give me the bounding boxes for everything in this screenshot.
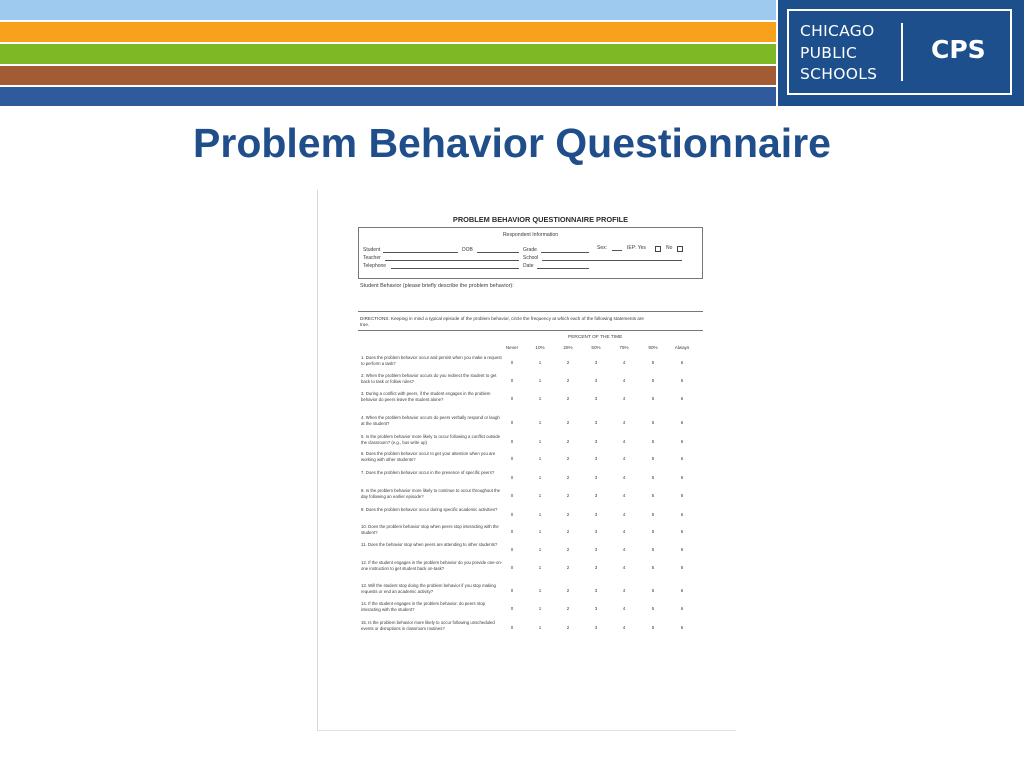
question-text: 10. Does the problem behavior stop when peers stop interacting with the student? — [361, 524, 499, 535]
sex-line — [612, 250, 622, 251]
rating-option[interactable]: 3 — [594, 475, 598, 480]
header-stripe-light-blue — [0, 0, 776, 20]
cps-logo — [778, 0, 1024, 106]
rating-option[interactable]: 2 — [566, 588, 570, 593]
rating-option[interactable]: 1 — [538, 625, 542, 630]
rating-option[interactable]: 1 — [538, 529, 542, 534]
question-text: 9. Does the problem behavior occur during specific academic activities? — [361, 507, 498, 512]
question-text: 15. Is the problem behavior more likely to occur following unscheduled events or disruptions in classroom routines? — [361, 620, 495, 631]
column-header: 90% — [648, 345, 658, 350]
header-stripe-blue — [0, 87, 776, 106]
rating-option[interactable]: 3 — [594, 439, 598, 444]
rating-option[interactable]: 2 — [566, 420, 570, 425]
rating-option[interactable]: 0 — [510, 439, 514, 444]
rating-option[interactable]: 1 — [538, 360, 542, 365]
rating-option[interactable]: 0 — [510, 529, 514, 534]
rating-option[interactable]: 5 — [651, 360, 655, 365]
rating-option[interactable]: 6 — [680, 360, 684, 365]
rating-option[interactable]: 2 — [566, 565, 570, 570]
logo-abbreviation: CPS — [931, 35, 986, 64]
percent-heading: PERCENT OF THE TIME — [568, 335, 623, 340]
rating-option[interactable]: 0 — [510, 456, 514, 461]
column-header: Never — [505, 345, 519, 350]
rating-option[interactable]: 0 — [510, 588, 514, 593]
student-line — [383, 252, 458, 253]
column-header: 50% — [591, 345, 601, 350]
rating-option[interactable]: 1 — [538, 396, 542, 401]
rating-option[interactable]: 4 — [622, 547, 626, 552]
rating-option[interactable]: 3 — [594, 547, 598, 552]
rating-option[interactable]: 4 — [622, 396, 626, 401]
rating-option[interactable]: 5 — [651, 456, 655, 461]
rating-option[interactable]: 6 — [680, 439, 684, 444]
header-stripe-brown — [0, 66, 776, 85]
question-text: 4. When the problem behavior occurs do peers verbally respond or laugh at the student? — [361, 415, 500, 426]
rating-option[interactable]: 4 — [622, 529, 626, 534]
rating-option[interactable]: 3 — [594, 565, 598, 570]
rating-option[interactable]: 3 — [594, 396, 598, 401]
question-text: 7. Does the problem behavior occur in the presence of specific peers? — [361, 470, 495, 475]
rating-option[interactable]: 5 — [651, 439, 655, 444]
rating-option[interactable]: 2 — [566, 547, 570, 552]
directions-text: DIRECTIONS: Keeping in mind a typical episode of the problem behavior, circle the frequency at which each of the following statements are true. — [360, 316, 644, 327]
rating-option[interactable]: 4 — [622, 439, 626, 444]
rating-option[interactable]: 4 — [622, 420, 626, 425]
rating-option[interactable]: 3 — [594, 588, 598, 593]
rating-option[interactable]: 1 — [538, 512, 542, 517]
rating-option[interactable]: 0 — [510, 547, 514, 552]
rating-option[interactable]: 3 — [594, 360, 598, 365]
iep-no-checkbox — [677, 246, 683, 252]
iep-label: IEP: Yes — [627, 245, 646, 251]
column-header: 10% — [535, 345, 545, 350]
rating-option[interactable]: 5 — [651, 529, 655, 534]
rating-option[interactable]: 0 — [510, 396, 514, 401]
grade-label: Grade — [523, 247, 537, 253]
rating-option[interactable]: 6 — [680, 547, 684, 552]
telephone-line — [391, 268, 519, 269]
rating-option[interactable]: 1 — [538, 475, 542, 480]
rating-option[interactable]: 6 — [680, 565, 684, 570]
date-label: Date — [523, 263, 534, 269]
header-stripe-orange — [0, 22, 776, 42]
questionnaire-scan — [317, 190, 736, 731]
school-line — [542, 260, 682, 261]
question-text: 13. Will the student stop doing the problem behavior if you stop making requests or end an academic activity? — [361, 583, 496, 594]
rating-option[interactable]: 5 — [651, 565, 655, 570]
question-text: 8. Is the problem behavior more likely to continue to occur throughout the day following an earlier episode? — [361, 488, 501, 499]
logo-line-2: PUBLIC — [800, 43, 858, 62]
respondent-heading: Respondent Information — [502, 232, 559, 238]
rating-option[interactable]: 0 — [510, 475, 514, 480]
rating-option[interactable]: 6 — [680, 588, 684, 593]
rating-option[interactable]: 4 — [622, 360, 626, 365]
rating-option[interactable]: 6 — [680, 606, 684, 611]
rating-option[interactable]: 4 — [622, 493, 626, 498]
question-text: 2. When the problem behavior occurs do you redirect the student to get back to task or follow rules? — [361, 373, 497, 384]
rating-option[interactable]: 6 — [680, 378, 684, 383]
rating-option[interactable]: 6 — [680, 420, 684, 425]
rating-option[interactable]: 3 — [594, 625, 598, 630]
rating-option[interactable]: 2 — [566, 512, 570, 517]
rating-option[interactable]: 4 — [622, 378, 626, 383]
rating-option[interactable]: 5 — [651, 547, 655, 552]
rating-option[interactable]: 3 — [594, 606, 598, 611]
iep-yes-checkbox — [655, 246, 661, 252]
directions-bottom-rule — [358, 330, 703, 331]
rating-option[interactable]: 2 — [566, 493, 570, 498]
rating-option[interactable]: 2 — [566, 475, 570, 480]
column-header: Always — [674, 345, 690, 350]
rating-option[interactable]: 6 — [680, 493, 684, 498]
slide-title: Problem Behavior Questionnaire — [193, 120, 831, 166]
column-header: 75% — [619, 345, 629, 350]
rating-option[interactable]: 2 — [566, 360, 570, 365]
telephone-label: Telephone — [363, 263, 387, 269]
rating-option[interactable]: 6 — [680, 625, 684, 630]
rating-option[interactable]: 0 — [510, 493, 514, 498]
rating-option[interactable]: 3 — [594, 493, 598, 498]
rating-option[interactable]: 1 — [538, 493, 542, 498]
rating-option[interactable]: 2 — [566, 529, 570, 534]
rating-option[interactable]: 1 — [538, 439, 542, 444]
teacher-line — [385, 260, 519, 261]
rating-option[interactable]: 2 — [566, 396, 570, 401]
rating-option[interactable]: 0 — [510, 360, 514, 365]
rating-option[interactable]: 2 — [566, 625, 570, 630]
rating-option[interactable]: 1 — [538, 456, 542, 461]
form-title: PROBLEM BEHAVIOR QUESTIONNAIRE PROFILE — [452, 215, 629, 224]
rating-option[interactable]: 3 — [594, 512, 598, 517]
rating-option[interactable]: 3 — [594, 456, 598, 461]
rating-option[interactable]: 2 — [566, 439, 570, 444]
rating-option[interactable]: 2 — [566, 606, 570, 611]
logo-line-1: CHICAGO — [800, 22, 875, 40]
rating-option[interactable]: 6 — [680, 475, 684, 480]
date-line — [537, 268, 589, 269]
school-label: School — [523, 255, 539, 261]
rating-option[interactable]: 6 — [680, 396, 684, 401]
rating-option[interactable]: 4 — [622, 588, 626, 593]
question-text: 12. If the student engages in the problem behavior do you provide one-on-one instruction to get student back on-task? — [361, 560, 503, 571]
teacher-label: Teacher — [363, 255, 381, 261]
rating-option[interactable]: 4 — [622, 565, 626, 570]
rating-option[interactable]: 1 — [538, 378, 542, 383]
rating-option[interactable]: 2 — [566, 378, 570, 383]
rating-option[interactable]: 3 — [594, 378, 598, 383]
column-header: 25% — [563, 345, 573, 350]
rating-option[interactable]: 4 — [622, 456, 626, 461]
rating-option[interactable]: 0 — [510, 606, 514, 611]
rating-option[interactable]: 5 — [651, 475, 655, 480]
question-text: 3. During a conflict with peers, if the student engages in the problem behavior do peers leave the student alone? — [361, 391, 491, 402]
header-stripe-green — [0, 44, 776, 64]
rating-option[interactable]: 4 — [622, 606, 626, 611]
rating-option[interactable]: 5 — [651, 512, 655, 517]
rating-option[interactable]: 4 — [622, 475, 626, 480]
rating-option[interactable]: 5 — [651, 378, 655, 383]
directions-top-rule — [358, 311, 703, 312]
dob-label: DOB — [462, 247, 473, 253]
rating-option[interactable]: 1 — [538, 547, 542, 552]
behavior-description-label: Student Behavior (please briefly describe the problem behavior): — [360, 283, 514, 289]
question-text: 6. Does the problem behavior occur to get your attention when you are working with other students? — [361, 451, 496, 462]
rating-option[interactable]: 0 — [510, 420, 514, 425]
rating-option[interactable]: 5 — [651, 420, 655, 425]
question-text: 14. If the student engages in the problem behavior, do peers stop interacting with the student? — [361, 601, 485, 612]
rating-option[interactable]: 5 — [651, 396, 655, 401]
dob-line — [477, 252, 519, 253]
question-text: 5. Is the problem behavior more likely to occur following a conflict outside the classroom? (e.g., bus write up) — [361, 434, 501, 445]
rating-option[interactable]: 6 — [680, 529, 684, 534]
rating-option[interactable]: 5 — [651, 625, 655, 630]
rating-option[interactable]: 0 — [510, 565, 514, 570]
rating-option[interactable]: 2 — [566, 456, 570, 461]
rating-option[interactable]: 5 — [651, 606, 655, 611]
rating-option[interactable]: 5 — [651, 588, 655, 593]
rating-option[interactable]: 5 — [651, 493, 655, 498]
rating-option[interactable]: 1 — [538, 420, 542, 425]
rating-option[interactable]: 6 — [680, 512, 684, 517]
rating-option[interactable]: 1 — [538, 565, 542, 570]
rating-option[interactable]: 3 — [594, 420, 598, 425]
logo-line-3: SCHOOLS — [800, 65, 878, 83]
question-text: 11. Does the behavior stop when peers are attending to other students? — [361, 542, 498, 547]
iep-no-label: No — [666, 245, 673, 251]
rating-option[interactable]: 0 — [510, 512, 514, 517]
rating-option[interactable]: 4 — [622, 625, 626, 630]
rating-option[interactable]: 0 — [510, 625, 514, 630]
rating-option[interactable]: 3 — [594, 529, 598, 534]
student-label: Student — [363, 247, 381, 253]
logo-frame — [787, 9, 1012, 95]
logo-divider — [901, 23, 903, 81]
rating-option[interactable]: 1 — [538, 606, 542, 611]
rating-option[interactable]: 4 — [622, 512, 626, 517]
rating-option[interactable]: 1 — [538, 588, 542, 593]
question-text: 1. Does the problem behavior occur and persist when you make a request to perform a task? — [361, 355, 502, 366]
logo-wordmark — [800, 21, 877, 86]
respondent-info-box — [358, 227, 703, 279]
rating-option[interactable]: 6 — [680, 456, 684, 461]
rating-option[interactable]: 0 — [510, 378, 514, 383]
sex-label: Sex: — [597, 245, 608, 251]
grade-line — [541, 252, 589, 253]
